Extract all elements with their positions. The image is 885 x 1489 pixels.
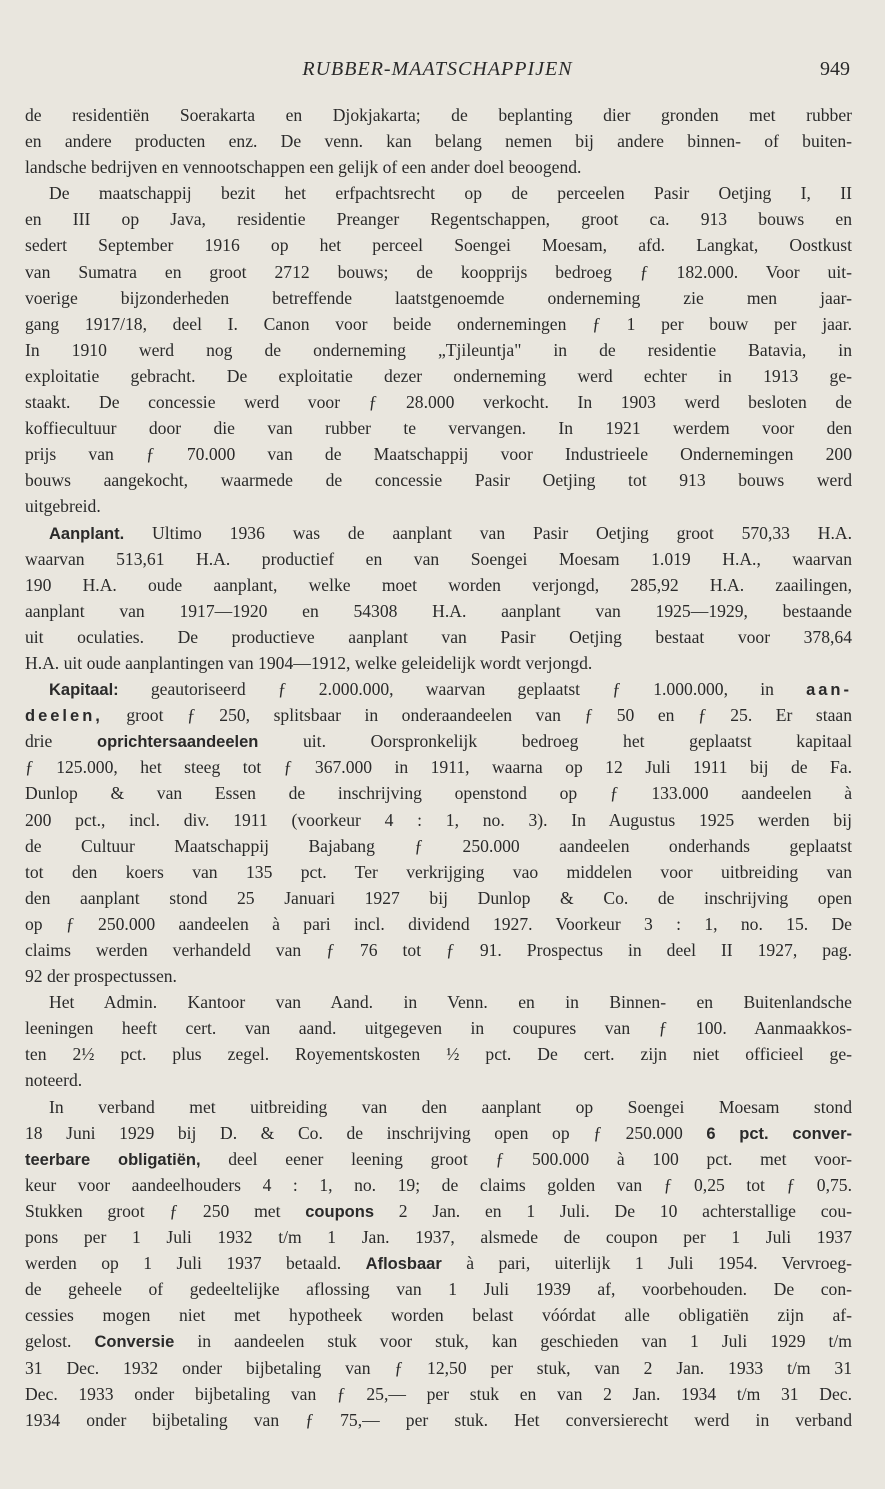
text-run: Dec. 1933 onder bijbetaling van ƒ 25,— per stuk en van 2 Jan. 1934 t/m 31 Dec.	[25, 1383, 852, 1404]
text-run: 18 Juni 1929 bij D. & Co. de inschrijving open op ƒ 250.000	[25, 1122, 707, 1143]
text-line	[25, 780, 852, 806]
text-run: In verband met uitbreiding van den aanplant op Soengei Moesam stond	[49, 1096, 852, 1117]
text-line	[25, 1094, 852, 1120]
text-run: Stukken groot ƒ 250 met	[25, 1200, 306, 1221]
text-run: à pari, uiterlijk 1 Juli 1954. Vervroeg-	[441, 1253, 852, 1274]
text-line	[25, 206, 852, 232]
text-run: prijs van ƒ 70.000 van de Maatschappij voor Industrieele Ondernemingen 200	[25, 444, 852, 465]
text-line	[25, 624, 852, 650]
bold-term: Kapitaal:	[49, 681, 119, 700]
text-run: keur voor aandeelhouders 4 : 1, no. 19; de claims golden van ƒ 0,25 tot ƒ 0,75.	[25, 1174, 852, 1195]
text-run: staakt. De concessie werd voor ƒ 28.000 verkocht. In 1903 werd besloten de	[25, 392, 852, 413]
text-line	[25, 911, 852, 937]
text-run: deel eener leening groot ƒ 500.000 à 100 pct. met voor-	[200, 1148, 852, 1169]
text-line	[25, 1015, 852, 1041]
text-run: Het Admin. Kantoor van Aand. in Venn. en in Binnen- en Buitenlandsche	[49, 992, 852, 1013]
bold-term: aan-	[806, 681, 852, 700]
text-run: gang 1917/18, deel I. Canon voor beide ondernemingen ƒ 1 per bouw per jaar.	[25, 313, 852, 334]
text-run: van Sumatra en groot 2712 bouws; de koopprijs bedroeg ƒ 182.000. Voor uit-	[25, 261, 852, 282]
text-line	[25, 989, 852, 1015]
text-run: cessies mogen niet met hypotheek worden belast vóórdat alle obligatiën zijn af-	[25, 1305, 852, 1326]
text-run: en III op Java, residentie Preanger Regentschappen, groot ca. 913 bouws en	[25, 209, 852, 230]
text-line	[25, 1224, 852, 1250]
text-run: groot ƒ 250, splitsbaar in onderaandeelen van ƒ 50 en ƒ 25. Er staan	[102, 705, 852, 726]
text-line	[25, 415, 852, 441]
text-run: landsche bedrijven en vennootschappen een gelijk of een ander doel beoogend.	[25, 157, 582, 178]
text-run: 31 Dec. 1932 onder bijbetaling van ƒ 12,50 per stuk, van 2 Jan. 1933 t/m 31	[25, 1357, 852, 1378]
text-run: werden op 1 Juli 1937 betaald.	[25, 1253, 366, 1274]
bold-term: teerbare obligatiën,	[25, 1150, 201, 1169]
text-line	[25, 389, 852, 415]
text-line	[25, 676, 852, 702]
text-run: H.A. uit oude aanplantingen van 1904—1912, welke geleidelijk wordt verjongd.	[25, 652, 593, 673]
text-line	[25, 807, 852, 833]
text-run: 190 H.A. oude aanplant, welke moet worden verjongd, 285,92 H.A. zaailingen,	[25, 574, 852, 595]
text-run: 1934 onder bijbetaling van ƒ 75,— per stuk. Het conversierecht werd in verband	[25, 1409, 852, 1430]
text-run: ƒ 125.000, het steeg tot ƒ 367.000 in 1911, waarna op 12 Juli 1911 bij de Fa.	[25, 757, 852, 778]
text-run: en andere producten enz. De venn. kan belang nemen bij andere binnen- of buiten-	[25, 131, 852, 152]
text-line	[25, 702, 852, 728]
text-line	[25, 1302, 852, 1328]
text-run: 92 der prospectussen.	[25, 966, 177, 987]
text-run: In 1910 werd nog de onderneming „Tjileuntja" in de residentie Batavia, in	[25, 339, 852, 360]
text-run: koffiecultuur door die van rubber te vervangen. In 1921 werdem voor den	[25, 418, 852, 439]
text-run: tot den koers van 135 pct. Ter verkrijging vao middelen voor uitbreiding van	[25, 861, 852, 882]
text-line	[25, 102, 852, 128]
bold-term: oprichtersaandeelen	[96, 733, 259, 752]
text-run: geautoriseerd ƒ 2.000.000, waarvan geplaatst ƒ 1.000.000, in	[118, 679, 807, 700]
text-line	[25, 572, 852, 598]
text-run: uitgebreid.	[25, 496, 101, 517]
text-line	[25, 154, 852, 180]
text-run: den aanplant stond 25 Januari 1927 bij Dunlop & Co. de inschrijving open	[25, 887, 852, 908]
text-line	[25, 285, 852, 311]
text-run: Ultimo 1936 was de aanplant van Pasir Oetjing groot 570,33 H.A.	[124, 522, 852, 543]
text-run: aanplant van 1917—1920 en 54308 H.A. aanplant van 1925—1929, bestaande	[25, 600, 852, 621]
text-line	[25, 128, 852, 154]
body-text	[25, 102, 852, 1433]
text-line	[25, 232, 852, 258]
text-line	[25, 1146, 852, 1172]
bold-term: Aflosbaar	[365, 1255, 442, 1274]
text-run: waarvan 513,61 H.A. productief en van Soengei Moesam 1.019 H.A., waarvan	[25, 548, 852, 569]
text-line	[25, 1381, 852, 1407]
text-line	[25, 885, 852, 911]
text-run: drie	[25, 731, 97, 752]
text-run: De maatschappij bezit het erfpachtsrecht op de perceelen Pasir Oetjing I, II	[49, 183, 852, 204]
text-run: bouws aangekocht, waarmede de concessie Pasir Oetjing tot 913 bouws werd	[25, 470, 852, 491]
text-run: noteerd.	[25, 1070, 83, 1091]
text-run: 200 pct., incl. div. 1911 (voorkeur 4 : 1, no. 3). In Augustus 1925 werden bij	[25, 809, 852, 830]
text-run: de Cultuur Maatschappij Bajabang ƒ 250.000 aandeelen onderhands geplaatst	[25, 835, 852, 856]
text-run: Dunlop & van Essen de inschrijving openstond op ƒ 133.000 aandeelen à	[25, 783, 852, 804]
text-line	[25, 937, 852, 963]
text-line	[25, 728, 852, 754]
running-title: RUBBER-MAATSCHAPPIJEN	[302, 58, 573, 80]
text-run: uit oculaties. De productieve aanplant van Pasir Oetjing bestaat voor 378,64	[25, 626, 852, 647]
text-line	[25, 441, 852, 467]
text-line	[25, 1172, 852, 1198]
bold-term: Conversie	[94, 1333, 175, 1352]
text-line	[25, 1407, 852, 1433]
text-line	[25, 963, 852, 989]
text-line	[25, 1120, 852, 1146]
text-line	[25, 311, 852, 337]
text-run: claims werden verhandeld van ƒ 76 tot ƒ 91. Prospectus in deel II 1927, pag.	[25, 940, 852, 960]
text-run: op ƒ 250.000 aandeelen à pari incl. dividend 1927. Voorkeur 3 : 1, no. 15. De	[25, 913, 852, 934]
text-run: exploitatie gebracht. De exploitatie dezer onderneming werd echter in 1913 ge-	[25, 365, 852, 386]
bold-term: coupons	[305, 1202, 374, 1221]
text-line	[25, 1067, 852, 1093]
bold-term: Aanplant.	[49, 524, 125, 543]
text-line	[25, 859, 852, 885]
text-run: in aandeelen stuk voor stuk, kan geschieden van 1 Juli 1929 t/m	[174, 1331, 852, 1352]
text-line	[25, 1355, 852, 1381]
text-run: de residentiën Soerakarta en Djokjakarta; de beplanting dier gronden met rubber	[25, 105, 852, 125]
text-run: sedert September 1916 op het perceel Soengei Moesam, afd. Langkat, Oostkust	[25, 235, 852, 256]
text-line	[25, 493, 852, 519]
text-run: 2 Jan. en 1 Juli. De 10 achterstallige cou-	[374, 1200, 852, 1221]
text-run: gelost.	[25, 1331, 95, 1352]
text-line	[25, 467, 852, 493]
text-run: pons per 1 Juli 1932 t/m 1 Jan. 1937, alsmede de coupon per 1 Juli 1937	[25, 1227, 852, 1248]
page-number: 949	[820, 58, 850, 80]
text-run: de geheele of gedeeltelijke aflossing van 1 Juli 1939 af, voorbehouden. De con-	[25, 1279, 852, 1300]
text-line	[25, 1198, 852, 1224]
text-line	[25, 337, 852, 363]
text-line	[25, 1041, 852, 1067]
text-line	[25, 363, 852, 389]
page-header	[25, 58, 850, 88]
text-line	[25, 1276, 852, 1302]
text-line	[25, 520, 852, 546]
text-line	[25, 833, 852, 859]
text-line	[25, 754, 852, 780]
bold-term: 6 pct. conver-	[706, 1124, 852, 1143]
text-line	[25, 259, 852, 285]
text-line	[25, 1250, 852, 1276]
text-run: voerige bijzonderheden betreffende laatstgenoemde onderneming zie men jaar-	[25, 287, 852, 308]
bold-term: deelen,	[25, 707, 103, 726]
text-line	[25, 1328, 852, 1354]
text-line	[25, 546, 852, 572]
text-line	[25, 180, 852, 206]
text-run: uit. Oorspronkelijk bedroeg het geplaatst kapitaal	[258, 731, 852, 752]
text-line	[25, 650, 852, 676]
text-run: leeningen heeft cert. van aand. uitgegeven in coupures van ƒ 100. Aanmaakkos-	[25, 1018, 852, 1039]
text-line	[25, 598, 852, 624]
text-run: ten 2½ pct. plus zegel. Royementskosten ½ pct. De cert. zijn niet officieel ge-	[25, 1044, 852, 1065]
